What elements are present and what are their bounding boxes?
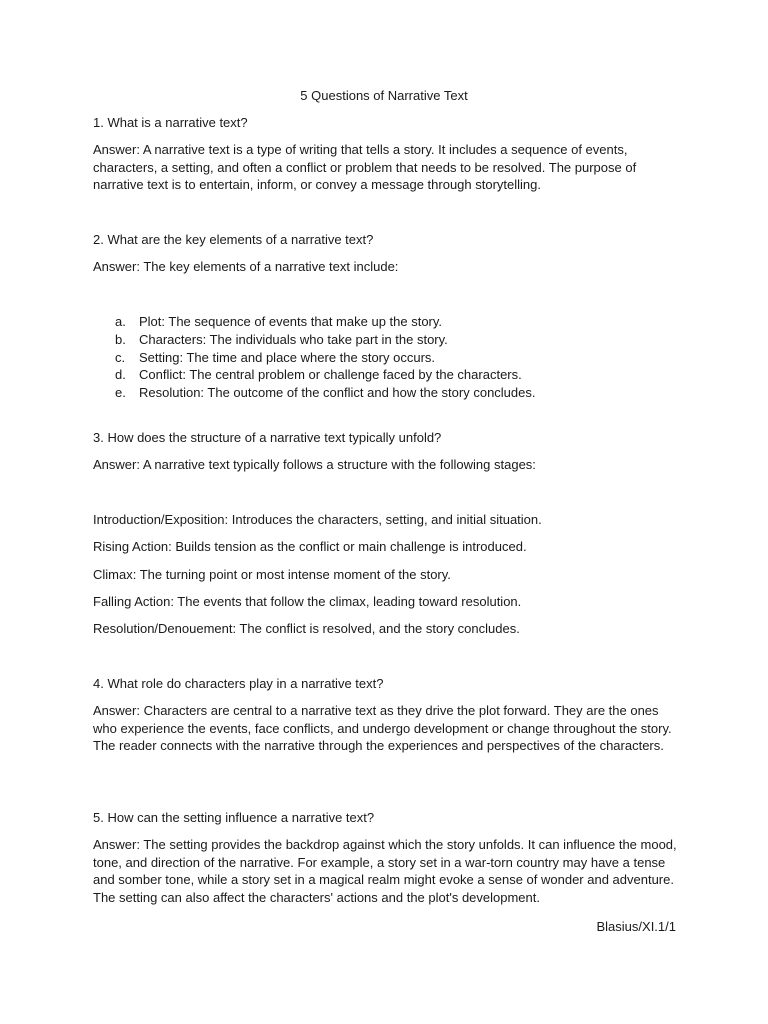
question-3: 3. How does the structure of a narrative text typically unfold? [93,430,442,445]
list-item [115,384,536,402]
list-item-text: Conflict: The central problem or challenge faced by the characters. [139,367,522,383]
document-title: 5 Questions of Narrative Text [300,88,468,103]
question-4: 4. What role do characters play in a narrative text? [93,676,384,691]
stage-falling-action: Falling Action: The events that follow the climax, leading toward resolution. [93,594,522,609]
list-marker: b. [115,331,126,347]
answer-1: Answer: A narrative text is a type of writing that tells a story. It includes a sequence of events, characters, a setting, and often a conflict or problem that needs to be resolved. The purpose of narrative text is to entertain, inform, or convey a message through storytelling. [93,142,637,193]
list-item-text: Characters: The individuals who take part in the story. [139,331,448,347]
question-5: 5. How can the setting influence a narrative text? [93,810,375,825]
list-marker: c. [115,349,126,365]
stage-introduction: Introduction/Exposition: Introduces the characters, setting, and initial situation. [93,512,542,527]
answer-4: Answer: Characters are central to a narrative text as they drive the plot forward. They are the ones who experience the events, face conflicts, and undergo development or change throughout the story. The reader connects with the narrative through the experiences and perspectives of the characters. [93,703,672,754]
question-2: 2. What are the key elements of a narrative text? [93,232,374,247]
answer-2: Answer: The key elements of a narrative text include: [93,259,399,274]
list-item [115,349,536,367]
answer-3: Answer: A narrative text typically follows a structure with the following stages: [93,457,536,472]
stage-rising-action: Rising Action: Builds tension as the conflict or main challenge is introduced. [93,539,527,554]
list-item [115,331,536,349]
list-item-text: Setting: The time and place where the story occurs. [139,349,436,365]
list-marker: e. [115,385,126,401]
footer-code: Blasius/XI.1/1 [596,919,676,934]
list-marker: d. [115,367,126,383]
answer-5: Answer: The setting provides the backdrop against which the story unfolds. It can influence the mood, tone, and direction of the narrative. For example, a story set in a war-torn country may have a tense and somber tone, while a story set in a magical realm might evoke a sense of wonder and adventure. The setting can also affect the characters' actions and the plot's development. [93,837,677,906]
question-1: 1. What is a narrative text? [93,115,248,130]
list-marker: a. [115,314,126,329]
stage-climax: Climax: The turning point or most intense moment of the story. [93,567,451,582]
list-item-text: Resolution: The outcome of the conflict and how the story concludes. [139,385,536,401]
key-elements-list [115,313,536,402]
stage-resolution: Resolution/Denouement: The conflict is resolved, and the story concludes. [93,621,520,636]
list-item [115,366,536,384]
list-item [115,313,536,331]
list-item-text: Plot: The sequence of events that make up the story. [139,314,443,329]
